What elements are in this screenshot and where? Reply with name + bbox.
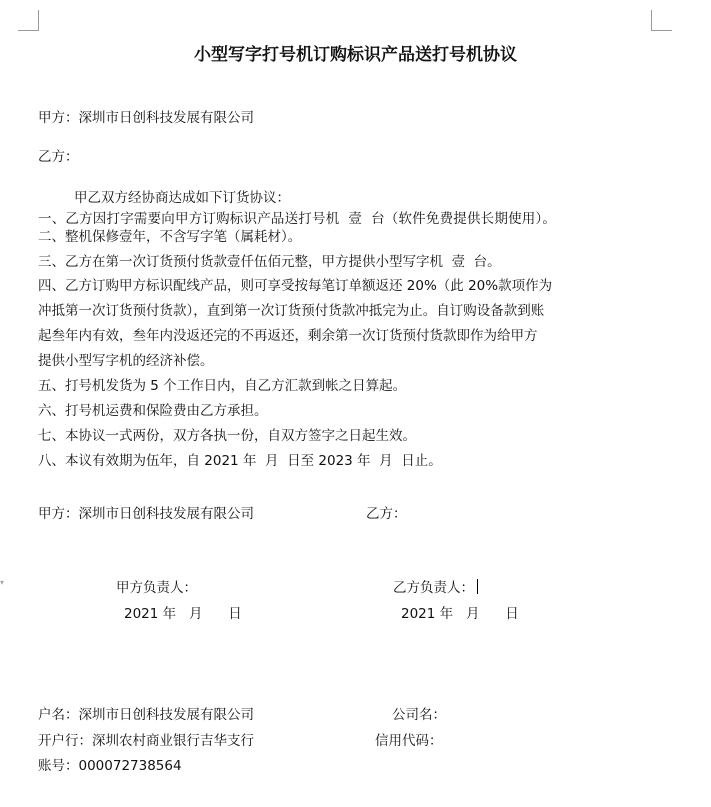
clause-4-line-3: 起叁年内有效，叁年内没返还完的不再返还，剩余第一次订货预付货款即作为给甲方 — [38, 328, 538, 344]
clause-2: 二、整机保修壹年，不含写字笔（属耗材）。 — [38, 229, 302, 245]
bank-name: 开户行：深圳农村商业银行吉华支行 — [38, 733, 254, 749]
party-b-representative-field[interactable] — [393, 579, 478, 597]
party-a-representative: 甲方负责人： — [116, 580, 197, 596]
clause-4-line-4: 提供小型写字机的经济补偿。 — [38, 353, 214, 369]
clause-4-line-2: 冲抵第一次订货预付货款），直到第一次订货预付货款冲抵完为止。自订购设备款到账 — [38, 303, 545, 319]
party-b-line: 乙方： — [38, 149, 79, 165]
clause-3: 三、乙方在第一次订货预付货款壹仟伍佰元整，甲方提供小型写字机 壹 台。 — [38, 254, 501, 270]
credit-code-label: 信用代码： — [375, 733, 443, 749]
clause-4-line-1: 四、乙方订购甲方标识配线产品，则可享受按每笔订单额返还 20%（此 20%款项作为 — [38, 278, 553, 294]
clause-1: 一、乙方因打字需要向甲方订购标识产品送打号机 壹 台（软件免费提供长期使用）。 — [38, 211, 557, 227]
crop-mark-top-right — [651, 10, 672, 31]
document-title: 小型写字打号机订购标识产品送打号机协议 — [194, 45, 517, 65]
bank-account-name: 户名：深圳市日创科技发展有限公司 — [38, 707, 254, 723]
clause-5: 五、打号机发货为 5 个工作日内，自乙方汇款到帐之日算起。 — [38, 378, 407, 394]
party-a-line: 甲方：深圳市日创科技发展有限公司 — [38, 110, 254, 126]
agreement-intro: 甲乙双方经协商达成如下订货协议： — [74, 190, 290, 206]
crop-mark-top-left — [18, 10, 39, 31]
party-b-representative-label: 乙方负责人： — [393, 580, 474, 596]
bank-account-number: 账号：000072738564 — [38, 758, 182, 774]
clause-8: 八、本议有效期为伍年，自 2021 年 月 日至 2023 年 月 日止。 — [38, 453, 442, 469]
party-b-date: 2021 年 月 日 — [401, 606, 519, 622]
clause-7: 七、本协议一式两份，双方各执一份，自双方签字之日起生效。 — [38, 428, 416, 444]
company-name-label: 公司名： — [392, 707, 446, 723]
signature-party-a: 甲方：深圳市日创科技发展有限公司 — [38, 506, 254, 522]
text-cursor — [477, 579, 478, 594]
signature-party-b: 乙方： — [366, 506, 407, 522]
party-a-date: 2021 年 月 日 — [124, 606, 242, 622]
margin-marker-icon: ▾ — [0, 578, 5, 587]
clause-6: 六、打号机运费和保险费由乙方承担。 — [38, 403, 268, 419]
